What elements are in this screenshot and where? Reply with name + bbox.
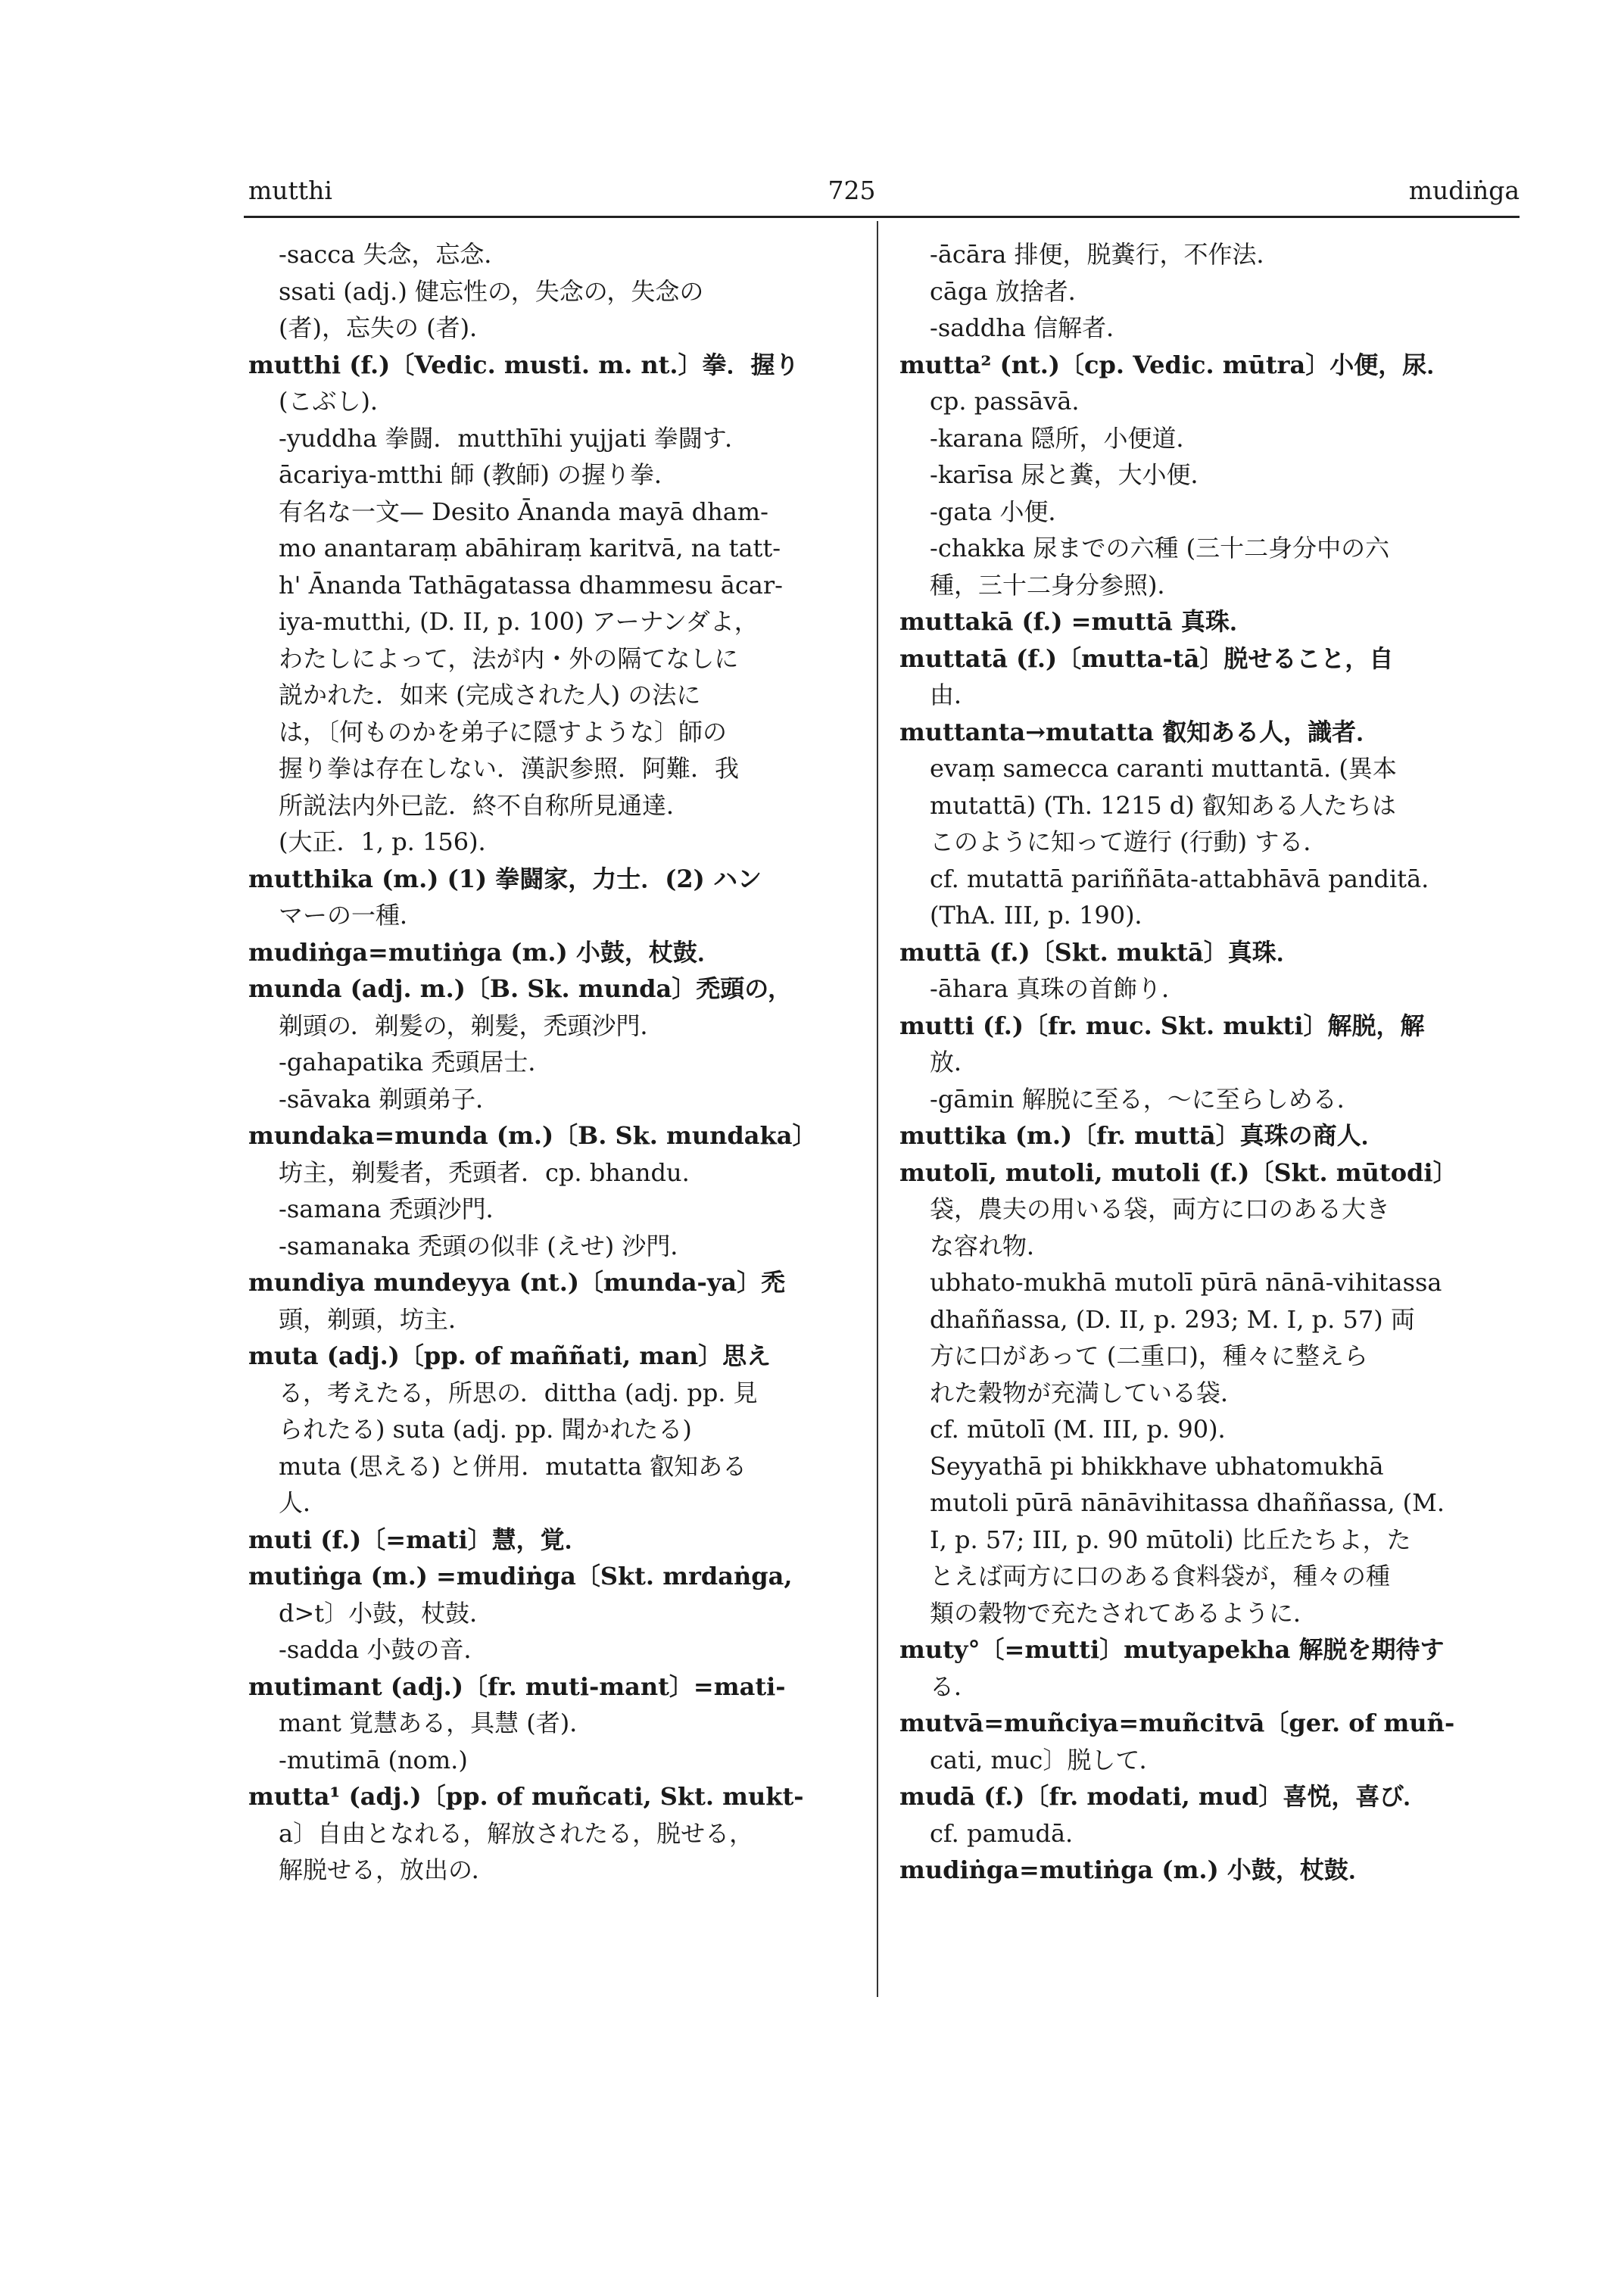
entry-headline: mundaka=munda (m.)〔B. Sk. mundaka〕 [248, 1121, 817, 1150]
column-divider [877, 221, 878, 1997]
entry-line: マーの一種． [279, 901, 425, 930]
entry-line: 握り拳は存在しない．漢訳参照．阿難．我 [279, 754, 740, 783]
entry-line: (こぶし)． [279, 387, 394, 416]
entry-line: -sāvaka 剃頭弟子． [279, 1084, 500, 1114]
entry-line: -gāmin 解脱に至る，～に至らしめる． [930, 1084, 1361, 1114]
entry-line: mo anantaraṃ abāhiraṃ karitvā, na tatt- [279, 534, 781, 562]
entry-line: る． [930, 1671, 979, 1701]
entry-line: -mutimā (nom.) [279, 1745, 468, 1774]
right-column [899, 236, 1520, 1889]
entry-headline: mutolī, mutoli, mutoli (f.)〔Skt. mūtodi〕 [899, 1157, 1457, 1187]
entry-line: cf. mutattā pariññāta-attabhāvā panditā. [930, 864, 1429, 893]
entry-line: mant 覚慧ある，具慧 (者)． [279, 1709, 594, 1737]
entry-line: 解脱せる，放出の． [279, 1855, 496, 1884]
entry-line: る，考えたる，所思の．dittha (adj. pp. 見 [279, 1378, 758, 1407]
entry-line: (ThA. III, p. 190)． [930, 901, 1159, 930]
header-rule [244, 216, 1520, 218]
entry-headline: mutti (f.)〔fr. muc. Skt. mukti〕解脱，解 [899, 1011, 1425, 1040]
entry-headline: mudā (f.)〔fr. modati, mud〕喜悦，喜び． [899, 1782, 1428, 1811]
entry-headline: mutthi (f.)〔Vedic. musti. m. nt.〕拳．握り [248, 350, 800, 379]
entry-line: 放． [930, 1048, 979, 1076]
entry-headline: muttakā (f.) =muttā 真珠． [899, 607, 1255, 636]
page-number: 725 [828, 176, 876, 205]
entry-line: d>t〕小鼓，杖鼓． [279, 1598, 494, 1628]
entry-line: iya-mutthi, (D. II, p. 100) アーナンダよ， [279, 607, 759, 636]
entry-headline: mutta² (nt.)〔cp. Vedic. mūtra〕小便，尿． [899, 350, 1451, 379]
entry-line: -saddha 信解者． [930, 313, 1131, 342]
entry-line: I, p. 57; III, p. 90 mūtoli) 比丘たちよ，た [930, 1525, 1411, 1554]
entry-line: 頭，剃頭，坊主． [279, 1304, 473, 1334]
entry-line: -chakka 尿までの六種 (三十二身分中の六 [930, 534, 1390, 562]
entry-headline: mundiya mundeyya (nt.)〔munda-ya〕禿 [248, 1268, 786, 1297]
entry-line: h' Ānanda Tathāgatassa dhammesu ācar- [279, 570, 783, 600]
entry-line: 類の穀物で充たされてあるように． [930, 1598, 1318, 1628]
entry-headline: muttika (m.)〔fr. muttā〕真珠の商人． [899, 1121, 1386, 1150]
entry-line: cāga 放捨者． [930, 276, 1093, 306]
entry-line: -ācāra 排便，脱糞行，不作法． [930, 240, 1281, 269]
entry-headline: mutiṅga (m.) =mudiṅga〔Skt. mrdaṅga, [248, 1562, 793, 1590]
entry-line: mutattā) (Th. 1215 d) 叡知ある人たちは [930, 790, 1396, 820]
entry-headline: muttatā (f.)〔mutta-tā〕脱せること，自 [899, 643, 1394, 673]
left-column [248, 236, 854, 1889]
entry-line: -yuddha 拳闘．mutthīhi yujjati 拳闘す． [279, 423, 750, 453]
entry-line: cf. pamudā. [930, 1818, 1074, 1848]
entry-line: -samanaka 禿頭の似非 (えせ) 沙門． [279, 1231, 695, 1260]
entry-line: a〕自由となれる，解放されたる，脱せる， [279, 1818, 754, 1848]
entry-headline: mudiṅga=mutiṅga (m.) 小鼓，杖鼓． [248, 937, 722, 967]
entry-line: -samana 禿頭沙門． [279, 1195, 510, 1223]
entry-line: このように知って遊行 (行動) する． [930, 827, 1328, 856]
running-head-left: mutthi [248, 176, 332, 205]
entry-line: -sacca 失念，忘念． [279, 240, 509, 269]
entry-line: られたる) suta (adj. pp. 聞かれたる) [279, 1415, 692, 1444]
entry-line: 有名な一文— Desito Ānanda mayā dham- [279, 497, 768, 526]
entry-line: 剃頭の．剃髪の，剃髪，禿頭沙門． [279, 1011, 665, 1040]
entry-headline: muta (adj.)〔pp. of maññati, man〕思え [248, 1341, 771, 1370]
entry-line: -sadda 小鼓の音． [279, 1635, 488, 1664]
entry-line: 所説法内外已訖．終不自称所見通達． [279, 790, 691, 820]
entry-line: -gahapatika 禿頭居士． [279, 1048, 553, 1076]
entry-line: Seyyathā pi bhikkhave ubhatomukhā [930, 1451, 1384, 1481]
entry-headline: mudiṅga=mutiṅga (m.) 小鼓，杖鼓． [899, 1855, 1373, 1884]
entry-line: (大正．1, p. 156)． [279, 827, 503, 856]
entry-line: -karīsa 尿と糞，大小便． [930, 460, 1215, 489]
entry-line: わたしによって，法が内・外の隔てなしに [279, 643, 739, 673]
entry-line: dhaññassa, (D. II, p. 293; M. I, p. 57) 両 [930, 1304, 1415, 1334]
entry-line: とえば両方に口のある食料袋が，種々の種 [930, 1562, 1391, 1590]
entry-line: 由． [930, 681, 979, 709]
entry-line: -karana 隠所，小便道． [930, 423, 1201, 453]
entry-line: 説かれた．如来 (完成された人) の法に [279, 681, 701, 709]
entry-line: れた穀物が充満している袋． [930, 1378, 1245, 1407]
entry-line: 坊主，剃髪者，禿頭者．cp. bhandu. [279, 1157, 690, 1187]
entry-headline: mutthika (m.) (1) 拳闘家，力士．(2) ハン [248, 864, 762, 893]
entry-headline: muttā (f.)〔Skt. muktā〕真珠． [899, 937, 1301, 967]
entry-line: ubhato-mukhā mutolī pūrā nānā-vihitassa [930, 1268, 1442, 1297]
entry-line: cati, muc〕脱して． [930, 1745, 1164, 1774]
running-head-right: mudiṅga [1408, 176, 1520, 205]
entry-headline: mutimant (adj.)〔fr. muti-mant〕=mati- [248, 1671, 786, 1701]
entry-line: evaṃ samecca caranti muttantā. (異本 [930, 754, 1397, 783]
entry-line: 方に口があって (二重口)，種々に整えら [930, 1341, 1368, 1370]
entry-headline: munda (adj. m.)〔B. Sk. munda〕禿頭の， [248, 974, 793, 1003]
entry-line: mutoli pūrā nānāvihitassa dhaññassa, (M. [930, 1488, 1445, 1517]
entry-line: muta (思える) と併用．mutatta 叡知ある [279, 1451, 747, 1481]
entry-line: 種，三十二身分参照)． [930, 570, 1182, 600]
entry-headline: mutvā=muñciya=muñcitvā〔ger. of muñ- [899, 1709, 1455, 1737]
entry-line: (者)，忘失の (者)． [279, 313, 494, 342]
entry-line: cf. mūtolī (M. III, p. 90)． [930, 1415, 1242, 1444]
entry-line: ācariya-mtthi 師 (教師) の握り拳． [279, 460, 678, 489]
entry-headline: muti (f.)〔=mati〕慧，覚． [248, 1525, 589, 1554]
entry-line: は，〔何ものかを弟子に隠すような〕師の [279, 717, 728, 746]
entry-line: な容れ物． [930, 1231, 1052, 1260]
entry-line: ssati (adj.) 健忘性の，失念の，失念の [279, 276, 704, 306]
entry-line: cp. passāvā. [930, 387, 1080, 416]
entry-line: 袋，農夫の用いる袋，両方に口のある大き [930, 1195, 1391, 1223]
entry-line: -āhara 真珠の首飾り． [930, 974, 1186, 1003]
entry-headline: muty°〔=mutti〕mutyapekha 解脱を期待す [899, 1635, 1445, 1664]
entry-line: 人． [279, 1488, 328, 1517]
entry-headline: mutta¹ (adj.)〔pp. of muñcati, Skt. mukt- [248, 1782, 804, 1811]
entry-line: -gata 小便． [930, 497, 1073, 526]
entry-headline: muttanta→mutatta 叡知ある人，識者． [899, 717, 1381, 746]
